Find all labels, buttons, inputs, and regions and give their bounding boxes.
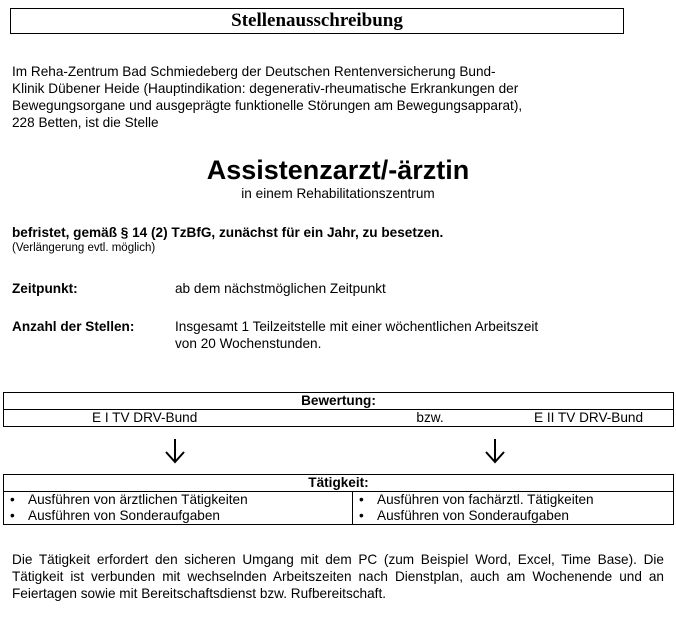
terms-text: befristet, gemäß § 14 (2) TzBfG, zunächst für ein Jahr, zu besetzen. (12, 225, 444, 240)
zeitpunkt-label: Zeitpunkt: (12, 281, 78, 296)
intro-line: Klinik Dübener Heide (Hauptindikation: degenerativ-rheumatische Erkrankungen der (12, 81, 519, 96)
bullet-icon: • (359, 508, 364, 523)
document-title: Stellenausschreibung (10, 8, 624, 34)
bewertung-table (3, 392, 674, 427)
bullet-icon: • (10, 508, 15, 523)
bewertung-middle: bzw. (396, 410, 464, 427)
position-subtitle: in einem Rehabilitationszentrum (241, 186, 435, 201)
anzahl-label: Anzahl der Stellen: (12, 319, 135, 334)
taetigkeit-table (3, 474, 674, 525)
down-arrow-icon (164, 438, 186, 464)
taetigkeit-left-list (4, 492, 353, 525)
bewertung-right: E II TV DRV-Bund (464, 410, 674, 427)
bewertung-left: E I TV DRV-Bund (4, 410, 397, 427)
terms-note: (Verlängerung evtl. möglich) (12, 242, 156, 254)
position-title: Assistenzarzt/-ärztin (206, 155, 470, 185)
closing-paragraph: Die Tätigkeit erfordert den sicheren Umgang mit dem PC (zum Beispiel Word, Excel, Time Base). Die Tätigkeit ist verbunden mit wechselnden Arbeitszeiten nach Dienstplan, auch am Wochenende und an Feiertagen sowie mit Bereitschaftsdienst bzw. Rufbereitschaft. (12, 552, 664, 601)
list-item: • Ausführen von fachärztl. Tätigkeiten (359, 492, 594, 507)
down-arrow-icon (484, 438, 506, 464)
list-item: • Ausführen von ärztlichen Tätigkeiten (10, 492, 248, 507)
taetigkeit-header: Tätigkeit: (4, 475, 674, 492)
anzahl-value-line: Insgesamt 1 Teilzeitstelle mit einer wöchentlichen Arbeitszeit (175, 319, 539, 334)
intro-line: Im Reha-Zentrum Bad Schmiedeberg der Deutschen Rentenversicherung Bund- (12, 64, 496, 79)
zeitpunkt-value: ab dem nächstmöglichen Zeitpunkt (175, 281, 386, 296)
list-item: • Ausführen von Sonderaufgaben (10, 508, 220, 523)
bullet-icon: • (359, 492, 364, 507)
taetigkeit-right-list (353, 492, 674, 525)
anzahl-value-line: von 20 Wochenstunden. (175, 336, 322, 351)
list-item: • Ausführen von Sonderaufgaben (359, 508, 569, 523)
intro-paragraph (12, 63, 662, 131)
intro-line: Bewegungsorgane und ausgeprägte funktionelle Störungen am Bewegungsapparat), (12, 98, 523, 113)
bullet-icon: • (10, 492, 15, 507)
intro-line: 228 Betten, ist die Stelle (12, 115, 159, 130)
down-arrow-icon (160, 438, 190, 469)
bewertung-header: Bewertung: (4, 393, 674, 410)
down-arrow-icon (480, 438, 510, 469)
anzahl-value (175, 318, 645, 352)
